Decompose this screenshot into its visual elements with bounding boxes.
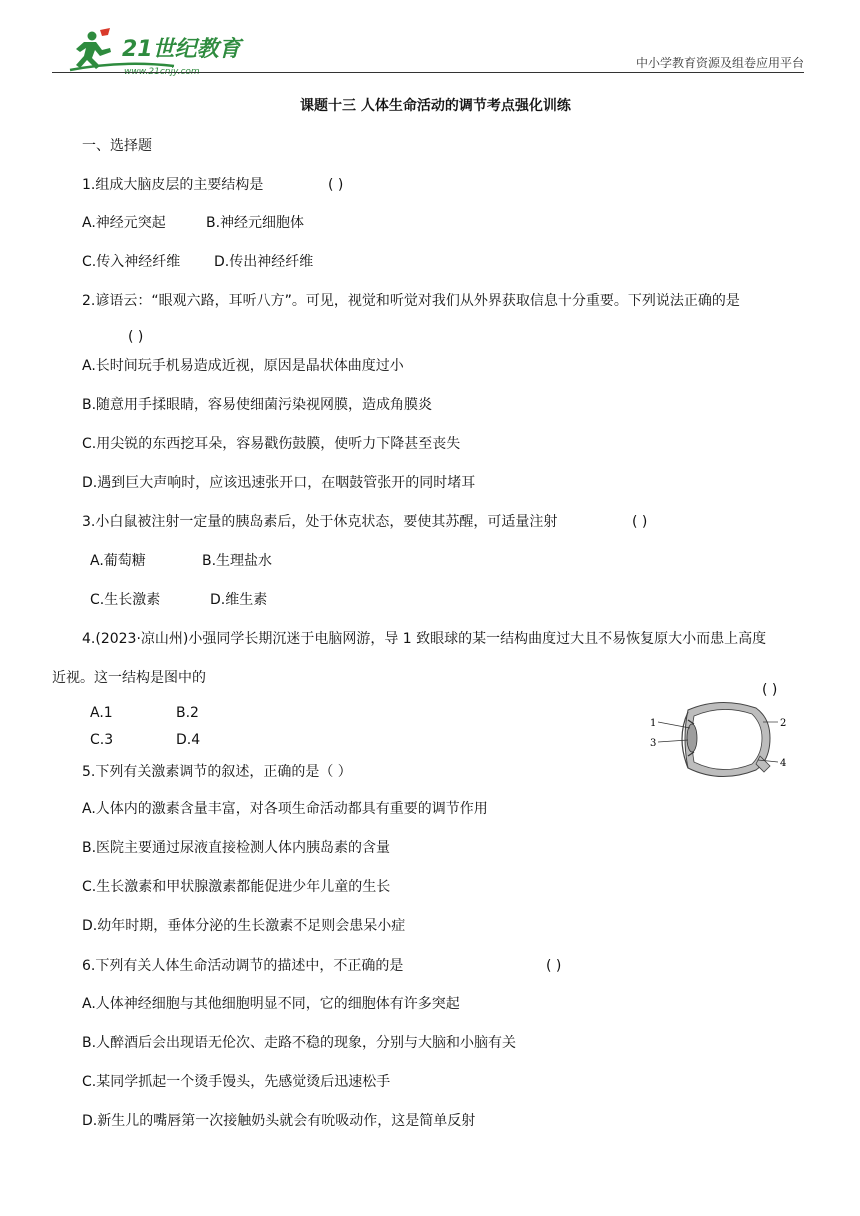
question-4-stem-line1: 4.(2023·凉山州)小强同学长期沉迷于电脑网游，导 1 致眼球的某一结构曲度过大且不易恢复原大小而患上高度 <box>82 631 767 647</box>
question-3-answer-blank: ( ) <box>632 514 648 530</box>
question-3-option-b: B.生理盐水 <box>202 553 273 569</box>
eye-label-4: 4 <box>780 758 787 769</box>
question-3-option-d: D.维生素 <box>210 592 268 608</box>
question-4-option-b: B.2 <box>176 705 199 721</box>
question-3-option-c: C.生长激素 <box>90 592 161 608</box>
question-4-stem-line2: 近视。这一结构是图中的 <box>52 670 206 686</box>
question-2-option-c: C.用尖锐的东西挖耳朵，容易戳伤鼓膜，使听力下降甚至丧失 <box>82 436 461 452</box>
question-4-answer-blank: ( ) <box>762 682 778 698</box>
question-1-option-b: B.神经元细胞体 <box>206 215 305 231</box>
question-1-option-a: A.神经元突起 <box>82 215 166 231</box>
question-4-option-c: C.3 <box>90 732 114 748</box>
document-title: 课题十三 人体生命活动的调节考点强化训练 <box>300 98 571 114</box>
eye-label-2: 2 <box>780 718 787 729</box>
section-heading: 一、选择题 <box>82 138 152 154</box>
question-6-option-b: B.人醉酒后会出现语无伦次、走路不稳的现象，分别与大脑和小脑有关 <box>82 1035 517 1051</box>
question-1-option-c: C.传入神经纤维 <box>82 254 181 270</box>
question-1-option-d: D.传出神经纤维 <box>214 254 314 270</box>
question-3-stem: 3.小白鼠被注射一定量的胰岛素后，处于休克状态，要使其苏醒，可适量注射 <box>82 514 558 530</box>
page-header <box>52 22 804 74</box>
eye-label-3: 3 <box>650 738 657 749</box>
question-4-option-a: A.1 <box>90 705 113 721</box>
question-2-option-d: D.遇到巨大声响时，应该迅速张开口，在咽鼓管张开的同时堵耳 <box>82 475 476 491</box>
eyeball-diagram <box>648 698 796 780</box>
question-6-answer-blank: ( ) <box>546 958 562 974</box>
question-6-option-d: D.新生儿的嘴唇第一次接触奶头就会有吮吸动作，这是简单反射 <box>82 1113 476 1129</box>
eye-label-1: 1 <box>650 718 657 729</box>
question-1-stem: 1.组成大脑皮层的主要结构是 <box>82 177 264 193</box>
site-logo <box>62 26 282 76</box>
question-2-answer-blank: ( ) <box>128 329 144 345</box>
question-1-answer-blank: ( ) <box>328 177 344 193</box>
question-6-option-a: A.人体神经细胞与其他细胞明显不同，它的细胞体有许多突起 <box>82 996 460 1012</box>
question-5-option-a: A.人体内的激素含量丰富，对各项生命活动都具有重要的调节作用 <box>82 801 488 817</box>
question-6-stem: 6.下列有关人体生命活动调节的描述中，不正确的是 <box>82 958 404 974</box>
question-5-option-c: C.生长激素和甲状腺激素都能促进少年儿童的生长 <box>82 879 391 895</box>
question-3-option-a: A.葡萄糖 <box>90 553 146 569</box>
question-5-option-d: D.幼年时期，垂体分泌的生长激素不足则会患呆小症 <box>82 918 406 934</box>
question-2-stem: 2.谚语云：“眼观六路，耳听八方”。可见，视觉和听觉对我们从外界获取信息十分重要。下列说法正确的是 <box>82 293 740 309</box>
header-divider <box>52 72 804 73</box>
site-tagline: 中小学教育资源及组卷应用平台 <box>635 56 804 70</box>
logo-text: 21世纪教育 <box>122 37 241 62</box>
question-2-option-b: B.随意用手揉眼睛，容易使细菌污染视网膜，造成角膜炎 <box>82 397 433 413</box>
question-5-stem: 5.下列有关激素调节的叙述，正确的是（ ） <box>82 764 352 780</box>
runner-icon <box>76 28 111 69</box>
logo-url: www.21cnjy.com <box>124 67 200 76</box>
question-4-option-d: D.4 <box>176 732 201 748</box>
question-5-option-b: B.医院主要通过尿液直接检测人体内胰岛素的含量 <box>82 840 391 856</box>
question-6-option-c: C.某同学抓起一个烫手馒头，先感觉烫后迅速松手 <box>82 1074 391 1090</box>
question-2-option-a: A.长时间玩手机易造成近视，原因是晶状体曲度过小 <box>82 358 404 374</box>
